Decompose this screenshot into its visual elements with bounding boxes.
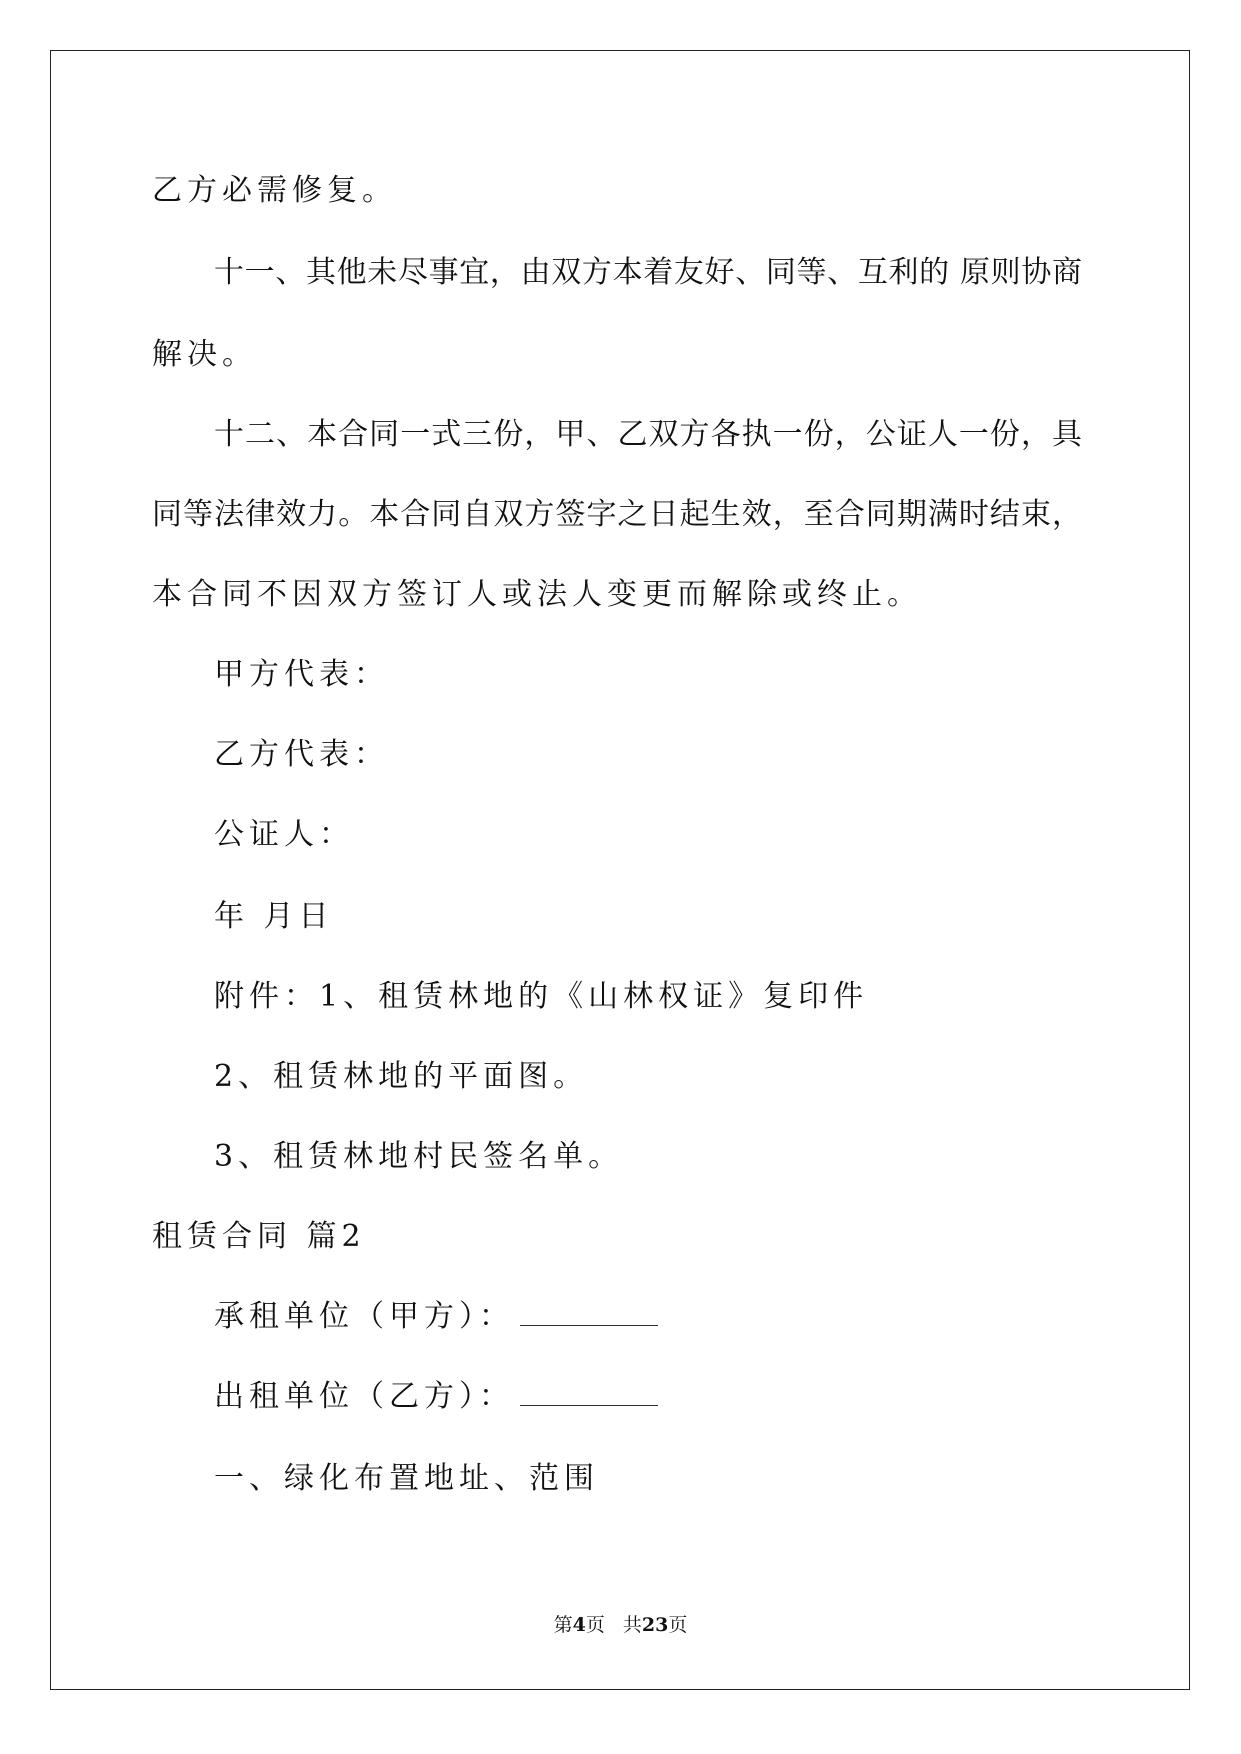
section-heading: 租赁合同 篇2	[152, 1219, 366, 1254]
paragraph-line: 解决。	[152, 337, 257, 372]
lessee-blank	[520, 1303, 658, 1326]
party-b-representative: 乙方代表：	[214, 737, 389, 772]
attachment-1: 附件：1、租赁林地的《山林权证》复印件	[214, 979, 869, 1014]
notary: 公证人：	[214, 817, 354, 852]
lessor-blank	[520, 1383, 658, 1406]
attachment-2: 2、租赁林地的平面图。	[214, 1059, 589, 1094]
lessor-line	[214, 1379, 658, 1414]
attachment-3: 3、租赁林地村民签名单。	[214, 1139, 624, 1174]
total-pages: 23	[641, 1614, 669, 1636]
lessee-line	[214, 1299, 658, 1334]
page-number: 4	[572, 1614, 586, 1636]
party-a-representative: 甲方代表：	[214, 657, 389, 692]
page-border	[50, 50, 1190, 1690]
clause-12-line: 十二、本合同一式三份，甲、乙双方各执一份，公证人一份，具	[214, 417, 1082, 452]
lessee-label: 承租单位（甲方）：	[214, 1299, 514, 1334]
paragraph-line: 乙方必需修复。	[152, 173, 397, 208]
page-footer	[0, 1610, 1241, 1637]
paragraph-line: 本合同不因双方签订人或法人变更而解除或终止。	[152, 577, 922, 612]
page-prefix: 第	[553, 1614, 573, 1636]
total-suffix: 页	[668, 1614, 688, 1636]
page-suffix: 页	[585, 1614, 605, 1636]
lessor-label: 出租单位（乙方）：	[214, 1379, 514, 1414]
clause-heading: 一、绿化布置地址、范围	[214, 1461, 599, 1496]
date-line: 年 月日	[214, 899, 334, 934]
paragraph-line: 同等法律效力。本合同自双方签字之日起生效，至合同期满时结束，	[152, 497, 1082, 532]
clause-11-line: 十一、其他未尽事宜，由双方本着友好、同等、互利的 原则协商	[214, 255, 1082, 290]
total-prefix: 共	[622, 1614, 642, 1636]
